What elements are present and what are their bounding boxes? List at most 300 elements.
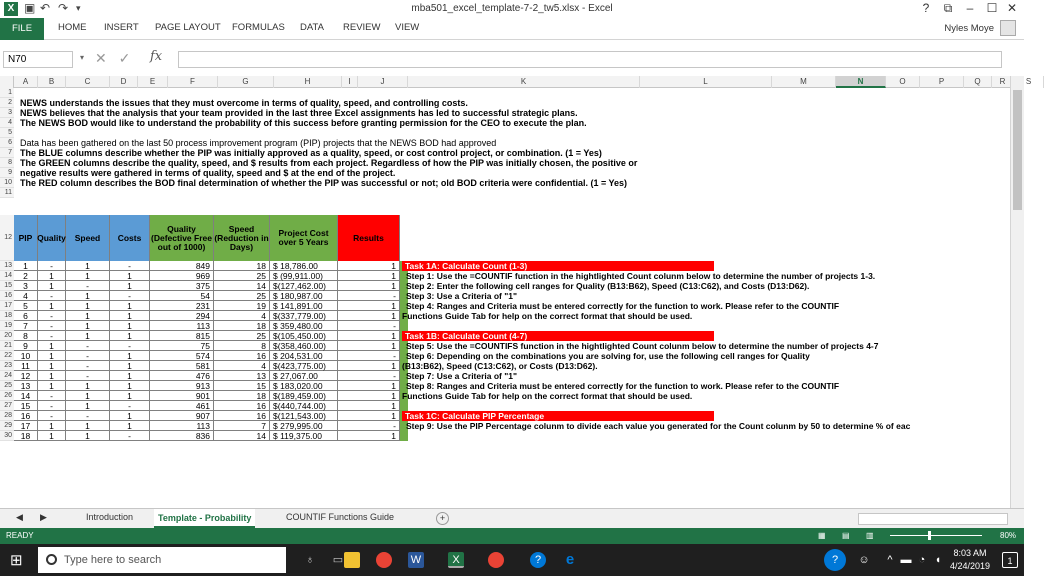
chrome-icon[interactable] xyxy=(376,552,392,568)
table-cell-qd[interactable]: 231 xyxy=(150,301,214,311)
task-header: Task 1B: Calculate Count (4-7) xyxy=(402,331,714,341)
column-header-a[interactable]: A xyxy=(14,76,38,88)
row-header[interactable]: 10 xyxy=(0,178,14,188)
column-header-s[interactable]: S xyxy=(1014,76,1044,88)
tab-formulas[interactable]: FORMULAS xyxy=(232,22,285,33)
tray-chevron-icon[interactable]: ^ xyxy=(887,554,893,566)
table-cell-pip[interactable]: 16 xyxy=(14,411,38,421)
sheet-tab-template-probability[interactable]: Template - Probability xyxy=(154,509,255,528)
table-cell-pip[interactable]: 2 xyxy=(14,271,38,281)
cancel-icon[interactable]: ✕ xyxy=(95,50,107,66)
column-header-n[interactable]: N xyxy=(836,76,886,88)
table-cell-pip[interactable]: 18 xyxy=(14,431,38,441)
count-column-highlight xyxy=(400,321,408,331)
row-header[interactable]: 21 xyxy=(0,341,14,351)
table-cell-res[interactable]: 1 xyxy=(338,411,400,421)
cortana-help-icon[interactable]: ? xyxy=(824,549,846,571)
table-cell-res[interactable]: 1 xyxy=(338,271,400,281)
table-cell-qd[interactable]: 581 xyxy=(150,361,214,371)
column-header-k[interactable]: K xyxy=(408,76,640,88)
table-cell-s[interactable]: 1 xyxy=(66,401,110,411)
table-cell-sd[interactable]: 8 xyxy=(214,341,270,351)
sheet-prev-icon[interactable]: ◀ xyxy=(16,512,23,522)
table-cell-q[interactable]: - xyxy=(38,401,66,411)
table-cell-cost[interactable]: $ 119,375.00 xyxy=(270,431,338,441)
task-step: Functions Guide Tab for help on the correct format that should be used. xyxy=(402,391,693,401)
table-cell-qd[interactable]: 375 xyxy=(150,281,214,291)
table-cell-cost[interactable]: $ 180,987.00 xyxy=(270,291,338,301)
title-bar xyxy=(0,0,1024,18)
row-header[interactable]: 13 xyxy=(0,261,14,271)
task-view-icon[interactable]: ▭ xyxy=(332,554,344,566)
column-header-p[interactable]: P xyxy=(920,76,964,88)
table-cell-c[interactable]: 1 xyxy=(110,331,150,341)
table-cell-res[interactable]: - xyxy=(338,371,400,381)
table-cell-cost[interactable]: $ 183,020.00 xyxy=(270,381,338,391)
table-cell-s[interactable]: 1 xyxy=(66,321,110,331)
tab-file[interactable]: FILE xyxy=(0,18,44,40)
avatar[interactable] xyxy=(1000,20,1016,36)
row-header[interactable]: 1 xyxy=(0,88,14,98)
close-button[interactable]: ✕ xyxy=(1006,1,1018,15)
table-cell-s[interactable]: 1 xyxy=(66,431,110,441)
table-cell-cost[interactable]: $ 204,531.00 xyxy=(270,351,338,361)
table-cell-s[interactable]: 1 xyxy=(66,301,110,311)
column-header-c[interactable]: C xyxy=(66,76,110,88)
row-header[interactable]: 24 xyxy=(0,371,14,381)
table-cell-sd[interactable]: 13 xyxy=(214,371,270,381)
status-ready: READY xyxy=(6,531,34,540)
intro-text: NEWS understands the issues that they must overcome in terms of quality, speed, and controlling costs. xyxy=(20,98,468,108)
table-cell-s[interactable]: 1 xyxy=(66,331,110,341)
table-cell-c[interactable]: 1 xyxy=(110,421,150,431)
tab-review[interactable]: REVIEW xyxy=(343,22,381,33)
table-cell-qd[interactable]: 75 xyxy=(150,341,214,351)
sheet-tab-introduction[interactable]: Introduction xyxy=(86,512,134,522)
table-cell-qd[interactable]: 54 xyxy=(150,291,214,301)
sheet-tab-bar xyxy=(0,508,1024,528)
table-cell-sd[interactable]: 16 xyxy=(214,351,270,361)
windows-taskbar xyxy=(0,544,1024,576)
table-cell-q[interactable]: - xyxy=(38,291,66,301)
table-cell-q[interactable]: 1 xyxy=(38,271,66,281)
table-cell-cost[interactable]: $(423,775.00) xyxy=(270,361,338,371)
task-step: Step 8: Ranges and Criteria must be entered correctly for the function to work. Please refer to the COUNTIF xyxy=(406,381,840,391)
row-header[interactable]: 3 xyxy=(0,108,14,118)
table-cell-qd[interactable]: 913 xyxy=(150,381,214,391)
table-cell-sd[interactable]: 15 xyxy=(214,381,270,391)
table-cell-qd[interactable]: 461 xyxy=(150,401,214,411)
column-header-b[interactable]: B xyxy=(38,76,66,88)
view-normal-icon[interactable]: ▦ xyxy=(818,531,826,540)
table-cell-res[interactable]: 1 xyxy=(338,401,400,411)
table-cell-cost[interactable]: $ (99,911.00) xyxy=(270,271,338,281)
row-header[interactable]: 8 xyxy=(0,158,14,168)
tab-page-layout[interactable]: PAGE LAYOUT xyxy=(155,22,221,33)
column-header-l[interactable]: L xyxy=(640,76,772,88)
row-header[interactable]: 16 xyxy=(0,291,14,301)
table-cell-qd[interactable]: 113 xyxy=(150,321,214,331)
customize-qa-icon[interactable]: ▾ xyxy=(76,3,81,13)
table-cell-res[interactable]: 1 xyxy=(338,301,400,311)
column-header-m[interactable]: M xyxy=(772,76,836,88)
row-header[interactable]: 11 xyxy=(0,188,14,198)
table-cell-c[interactable]: - xyxy=(110,341,150,351)
table-cell-s[interactable]: 1 xyxy=(66,421,110,431)
table-cell-res[interactable]: - xyxy=(338,321,400,331)
ribbon-display-icon[interactable]: ⧉ xyxy=(943,1,953,15)
zoom-level[interactable]: 80% xyxy=(1000,531,1017,540)
undo-icon[interactable]: ↶ xyxy=(40,1,51,15)
table-cell-c[interactable]: 1 xyxy=(110,271,150,281)
horizontal-scrollbar[interactable] xyxy=(858,513,1008,525)
row-header[interactable]: 27 xyxy=(0,401,14,411)
table-cell-q[interactable]: 1 xyxy=(38,421,66,431)
table-cell-pip[interactable]: 6 xyxy=(14,311,38,321)
search-placeholder: Type here to search xyxy=(64,554,162,566)
table-cell-sd[interactable]: 4 xyxy=(214,361,270,371)
table-cell-sd[interactable]: 14 xyxy=(214,281,270,291)
table-cell-cost[interactable]: $ 27,067.00 xyxy=(270,371,338,381)
table-cell-cost[interactable]: $ 18,786.00 xyxy=(270,261,338,271)
table-cell-sd[interactable]: 18 xyxy=(214,321,270,331)
table-cell-s[interactable]: 1 xyxy=(66,271,110,281)
table-cell-sd[interactable]: 14 xyxy=(214,431,270,441)
view-page-break-icon[interactable]: ▥ xyxy=(866,531,874,540)
table-cell-pip[interactable]: 3 xyxy=(14,281,38,291)
help-button[interactable]: ? xyxy=(922,1,930,15)
table-cell-s[interactable]: 1 xyxy=(66,381,110,391)
table-cell-sd[interactable]: 25 xyxy=(214,291,270,301)
task-step: Step 3: Use a Criteria of "1" xyxy=(406,291,518,301)
table-cell-res[interactable]: 1 xyxy=(338,331,400,341)
table-cell-res[interactable]: 1 xyxy=(338,261,400,271)
worksheet-grid[interactable] xyxy=(0,76,1032,508)
table-cell-s[interactable]: - xyxy=(66,411,110,421)
task-step: Step 7: Use a Criteria of "1" xyxy=(406,371,518,381)
table-cell-q[interactable]: - xyxy=(38,321,66,331)
table-cell-c[interactable]: 1 xyxy=(110,381,150,391)
table-cell-q[interactable]: - xyxy=(38,311,66,321)
table-cell-res[interactable]: - xyxy=(338,351,400,361)
table-cell-cost[interactable]: $(337,779.00) xyxy=(270,311,338,321)
volume-icon[interactable]: ◖ xyxy=(934,554,942,566)
file-explorer-icon[interactable] xyxy=(344,552,360,568)
table-header-cell[interactable]: Quality (Defective Free out of 1000) xyxy=(150,215,214,261)
table-cell-res[interactable]: 1 xyxy=(338,381,400,391)
vertical-scrollbar[interactable] xyxy=(1010,76,1024,508)
taskbar-search-input[interactable] xyxy=(38,547,286,573)
task-step: Step 1: Use the =COUNTIF function in the hightlighted Count colunm below to determine the number of projects 1-3. xyxy=(406,271,876,281)
microphone-icon[interactable]: ♁ xyxy=(305,554,315,566)
task-header: Task 1A: Calculate Count (1-3) xyxy=(402,261,714,271)
table-cell-qd[interactable]: 476 xyxy=(150,371,214,381)
view-page-layout-icon[interactable]: ▤ xyxy=(842,531,850,540)
row-header[interactable]: 6 xyxy=(0,138,14,148)
table-cell-pip[interactable]: 5 xyxy=(14,301,38,311)
row-header[interactable]: 2 xyxy=(0,98,14,108)
column-header-d[interactable]: D xyxy=(110,76,138,88)
table-cell-q[interactable]: 1 xyxy=(38,281,66,291)
table-cell-q[interactable]: 1 xyxy=(38,361,66,371)
formula-bar xyxy=(0,48,1024,70)
namebox-dropdown-icon[interactable]: ▾ xyxy=(80,53,85,62)
window-title: mba501_excel_template-7-2_tw5.xlsx - Excel xyxy=(411,3,613,14)
tab-insert[interactable]: INSERT xyxy=(104,22,139,33)
status-bar xyxy=(0,528,1024,544)
table-cell-s[interactable]: - xyxy=(66,371,110,381)
table-cell-res[interactable]: 1 xyxy=(338,391,400,401)
add-sheet-button[interactable]: + xyxy=(436,512,449,525)
table-cell-res[interactable]: - xyxy=(338,421,400,431)
formula-input[interactable] xyxy=(178,51,1002,68)
table-cell-cost[interactable]: $(358,460.00) xyxy=(270,341,338,351)
insert-function-icon[interactable]: fx xyxy=(150,49,163,64)
table-cell-q[interactable]: - xyxy=(38,261,66,271)
table-cell-q[interactable]: 1 xyxy=(38,341,66,351)
edge-icon[interactable]: e xyxy=(565,551,575,568)
table-cell-q[interactable]: 1 xyxy=(38,301,66,311)
excel-logo-icon: X xyxy=(4,2,18,16)
chrome-profile-icon[interactable] xyxy=(488,552,504,568)
notification-icon[interactable]: 1 xyxy=(1002,552,1018,568)
excel-taskbar-icon[interactable]: X xyxy=(448,552,464,568)
table-cell-cost[interactable]: $(189,459.00) xyxy=(270,391,338,401)
column-header-r[interactable]: R xyxy=(992,76,1014,88)
table-cell-sd[interactable]: 19 xyxy=(214,301,270,311)
tab-data[interactable]: DATA xyxy=(300,22,324,33)
table-cell-pip[interactable]: 15 xyxy=(14,401,38,411)
table-cell-c[interactable]: - xyxy=(110,291,150,301)
row-header[interactable]: 29 xyxy=(0,421,14,431)
table-cell-qd[interactable]: 969 xyxy=(150,271,214,281)
table-cell-qd[interactable]: 836 xyxy=(150,431,214,441)
table-cell-sd[interactable]: 16 xyxy=(214,401,270,411)
table-cell-s[interactable]: - xyxy=(66,351,110,361)
table-cell-cost[interactable]: $ 279,995.00 xyxy=(270,421,338,431)
table-cell-res[interactable]: 1 xyxy=(338,311,400,321)
sheet-next-icon[interactable]: ▶ xyxy=(40,512,47,522)
task-step: Step 2: Enter the following cell ranges for Quality (B13:B62), Speed (C13:C62), and Costs (D13:D62). xyxy=(406,281,810,291)
table-cell-pip[interactable]: 10 xyxy=(14,351,38,361)
table-cell-s[interactable]: 1 xyxy=(66,261,110,271)
table-cell-res[interactable]: 1 xyxy=(338,431,400,441)
task-step: Step 4: Ranges and Criteria must be entered correctly for the function to work. Please refer to the COUNTIF xyxy=(406,301,840,311)
people-icon[interactable]: ☺ xyxy=(858,554,870,566)
table-cell-qd[interactable]: 294 xyxy=(150,311,214,321)
column-header-i[interactable]: I xyxy=(342,76,358,88)
table-cell-c[interactable]: - xyxy=(110,401,150,411)
table-cell-qd[interactable]: 907 xyxy=(150,411,214,421)
table-cell-pip[interactable]: 17 xyxy=(14,421,38,431)
table-cell-qd[interactable]: 901 xyxy=(150,391,214,401)
table-cell-sd[interactable]: 16 xyxy=(214,411,270,421)
table-cell-c[interactable]: 1 xyxy=(110,311,150,321)
row-header[interactable]: 23 xyxy=(0,361,14,371)
table-cell-pip[interactable]: 4 xyxy=(14,291,38,301)
table-cell-pip[interactable]: 11 xyxy=(14,361,38,371)
battery-icon[interactable]: ▬ xyxy=(900,554,912,566)
row-header[interactable]: 5 xyxy=(0,128,14,138)
table-cell-cost[interactable]: $ 141,891.00 xyxy=(270,301,338,311)
intro-text: The NEWS BOD would like to understand the probability of this success before granting permission for the CEO to execute the plan. xyxy=(20,118,587,128)
table-cell-qd[interactable]: 113 xyxy=(150,421,214,431)
row-header[interactable]: 28 xyxy=(0,411,14,421)
table-cell-c[interactable]: - xyxy=(110,261,150,271)
table-header-cell[interactable]: Results xyxy=(338,215,400,261)
table-cell-pip[interactable]: 12 xyxy=(14,371,38,381)
row-header[interactable]: 20 xyxy=(0,331,14,341)
intro-text: Data has been gathered on the last 50 process improvement program (PIP) projects that the NEWS BOD had approved xyxy=(20,138,497,148)
table-cell-s[interactable]: 1 xyxy=(66,391,110,401)
row-header[interactable]: 7 xyxy=(0,148,14,158)
table-cell-c[interactable]: 1 xyxy=(110,301,150,311)
table-cell-c[interactable]: 1 xyxy=(110,321,150,331)
table-cell-s[interactable]: - xyxy=(66,361,110,371)
intro-text: The RED column describes the BOD final determination of whether the PIP was successful or not; old BOD criteria were confidential. (1 = Yes) xyxy=(20,178,628,188)
table-cell-c[interactable]: 1 xyxy=(110,281,150,291)
user-name[interactable]: Nyles Moye xyxy=(944,23,994,34)
tab-view[interactable]: VIEW xyxy=(395,22,420,33)
table-cell-s[interactable]: - xyxy=(66,341,110,351)
table-cell-cost[interactable]: $(121,543.00) xyxy=(270,411,338,421)
table-cell-c[interactable]: 1 xyxy=(110,411,150,421)
table-cell-sd[interactable]: 7 xyxy=(214,421,270,431)
table-cell-res[interactable]: - xyxy=(338,291,400,301)
table-cell-c[interactable]: 1 xyxy=(110,351,150,361)
row-header[interactable]: 14 xyxy=(0,271,14,281)
intro-text: negative results were gathered in terms of quality, speed and $ at the end of the project. xyxy=(20,168,396,178)
intro-text: NEWS believes that the analysis that your team provided in the last three Excel assignments has led to successful strategic plans. xyxy=(20,108,578,118)
table-cell-s[interactable]: 1 xyxy=(66,291,110,301)
row-header[interactable]: 9 xyxy=(0,168,14,178)
tab-home[interactable]: HOME xyxy=(58,22,87,33)
get-help-icon[interactable]: ? xyxy=(530,552,546,568)
minimize-button[interactable]: – xyxy=(966,1,974,15)
row-header[interactable]: 22 xyxy=(0,351,14,361)
row-header[interactable]: 26 xyxy=(0,391,14,401)
table-cell-cost[interactable]: $(105,450.00) xyxy=(270,331,338,341)
row-header[interactable]: 30 xyxy=(0,431,14,441)
table-cell-pip[interactable]: 1 xyxy=(14,261,38,271)
column-headers xyxy=(0,76,1032,88)
table-cell-res[interactable]: 1 xyxy=(338,361,400,371)
row-header[interactable]: 4 xyxy=(0,118,14,128)
table-header-cell[interactable]: Speed (Reduction in Days) xyxy=(214,215,270,261)
table-cell-s[interactable]: - xyxy=(66,281,110,291)
intro-text: The GREEN columns describe the quality, speed, and $ results from each project. Regardless of how the PIP was initially chosen, the positive or xyxy=(20,158,638,168)
clock-date[interactable]: 4/24/2019 xyxy=(949,561,991,571)
word-icon[interactable]: W xyxy=(408,552,424,568)
table-cell-cost[interactable]: $ 359,480.00 xyxy=(270,321,338,331)
column-header-q[interactable]: Q xyxy=(964,76,992,88)
task-step: Functions Guide Tab for help on the correct format that should be used. xyxy=(402,311,693,321)
row-header[interactable]: 19 xyxy=(0,321,14,331)
table-cell-q[interactable]: - xyxy=(38,391,66,401)
column-header-g[interactable]: G xyxy=(218,76,274,88)
table-cell-sd[interactable]: 18 xyxy=(214,391,270,401)
select-all-corner[interactable] xyxy=(0,76,14,88)
table-cell-q[interactable]: 1 xyxy=(38,371,66,381)
table-cell-s[interactable]: 1 xyxy=(66,311,110,321)
column-header-j[interactable]: J xyxy=(358,76,408,88)
column-header-h[interactable]: H xyxy=(274,76,342,88)
scroll-thumb[interactable] xyxy=(1013,90,1022,210)
table-cell-res[interactable]: 1 xyxy=(338,341,400,351)
table-cell-qd[interactable]: 849 xyxy=(150,261,214,271)
table-cell-sd[interactable]: 18 xyxy=(214,261,270,271)
task-step: Step 6: Depending on the combinations you are solving for, use the following cell ranges for Quality xyxy=(406,351,810,361)
table-cell-cost[interactable]: $(127,462.00) xyxy=(270,281,338,291)
table-cell-qd[interactable]: 815 xyxy=(150,331,214,341)
wifi-icon[interactable]: ◔ xyxy=(918,554,926,566)
count-column-highlight xyxy=(400,431,408,441)
table-header-cell[interactable]: Costs xyxy=(110,215,150,261)
table-cell-c[interactable]: - xyxy=(110,431,150,441)
table-cell-sd[interactable]: 25 xyxy=(214,271,270,281)
table-cell-cost[interactable]: $(440,744.00) xyxy=(270,401,338,411)
row-header[interactable]: 18 xyxy=(0,311,14,321)
table-header-cell[interactable]: Quality xyxy=(38,215,66,261)
zoom-slider-thumb[interactable] xyxy=(928,531,931,540)
table-cell-pip[interactable]: 13 xyxy=(14,381,38,391)
ribbon-tabs xyxy=(0,18,1024,40)
table-cell-pip[interactable]: 14 xyxy=(14,391,38,401)
table-cell-c[interactable]: 1 xyxy=(110,361,150,371)
table-header-cell[interactable]: Speed xyxy=(66,215,110,261)
task-step: Step 5: Use the =COUNTIFS function in the hightlighted Count colunm below to determine the number of projects 4-7 xyxy=(406,341,879,351)
row-header[interactable]: 17 xyxy=(0,301,14,311)
save-icon[interactable]: ▣ xyxy=(24,1,36,15)
clock-time[interactable]: 8:03 AM xyxy=(953,548,987,558)
table-cell-q[interactable]: 1 xyxy=(38,431,66,441)
table-cell-sd[interactable]: 25 xyxy=(214,331,270,341)
table-cell-qd[interactable]: 574 xyxy=(150,351,214,361)
table-cell-c[interactable]: 1 xyxy=(110,391,150,401)
windows-start-icon[interactable]: ⊞ xyxy=(10,552,23,569)
row-header[interactable]: 25 xyxy=(0,381,14,391)
table-cell-res[interactable]: 1 xyxy=(338,281,400,291)
table-cell-q[interactable]: 1 xyxy=(38,381,66,391)
table-cell-q[interactable]: - xyxy=(38,411,66,421)
table-cell-pip[interactable]: 7 xyxy=(14,321,38,331)
task-header: Task 1C: Calculate PIP Percentage xyxy=(402,411,714,421)
column-header-o[interactable]: O xyxy=(886,76,920,88)
redo-icon[interactable]: ↷ xyxy=(58,1,69,15)
row-header[interactable]: 12 xyxy=(0,215,14,261)
task-step: Step 9: Use the PIP Percentage colunm to divide each value you generated for the Count colunm by 50 to determine % of eac xyxy=(406,421,911,431)
search-icon xyxy=(46,554,57,565)
table-cell-pip[interactable]: 8 xyxy=(14,331,38,341)
zoom-slider[interactable] xyxy=(890,535,982,536)
table-cell-sd[interactable]: 4 xyxy=(214,311,270,321)
table-cell-q[interactable]: - xyxy=(38,331,66,341)
sheet-tab-countif-guide[interactable]: COUNTIF Functions Guide xyxy=(286,512,395,522)
table-cell-c[interactable]: 1 xyxy=(110,371,150,381)
table-header-cell[interactable]: PIP xyxy=(14,215,38,261)
intro-text: The BLUE columns describe whether the PIP was initially approved as a quality, speed, or cost control project, or combination. (1 = Yes) xyxy=(20,148,602,158)
table-header-cell[interactable]: Project Cost over 5 Years xyxy=(270,215,338,261)
maximize-button[interactable]: ☐ xyxy=(986,1,998,15)
column-header-f[interactable]: F xyxy=(168,76,218,88)
enter-icon[interactable]: ✓ xyxy=(118,50,131,66)
name-box[interactable]: N70 xyxy=(3,51,73,68)
column-header-e[interactable]: E xyxy=(138,76,168,88)
table-cell-pip[interactable]: 9 xyxy=(14,341,38,351)
row-header[interactable]: 15 xyxy=(0,281,14,291)
formula-buttons xyxy=(95,50,130,67)
table-cell-q[interactable]: 1 xyxy=(38,351,66,361)
